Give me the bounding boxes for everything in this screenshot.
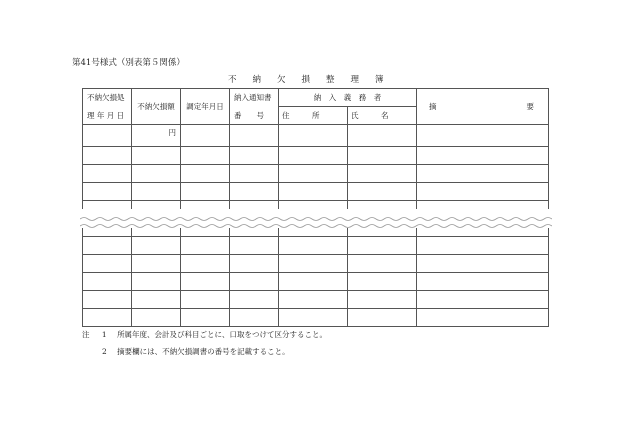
header-remarks-left: 摘	[429, 101, 437, 111]
table-row	[83, 165, 549, 183]
header-write-off-date-line1: 不納欠損処	[87, 92, 125, 102]
note-2	[102, 346, 290, 357]
table-row	[83, 125, 549, 147]
table-row	[83, 309, 549, 327]
note-2-text: 摘要欄には、不納欠損調書の番号を記載すること。	[117, 347, 290, 356]
header-write-off-date	[83, 89, 132, 125]
header-write-off-date-line2: 理 年 月 日	[87, 111, 125, 120]
title-char: 簿	[375, 75, 384, 85]
table-row	[83, 147, 549, 165]
header-payment-notice	[230, 89, 279, 125]
header-name: 氏 名	[348, 107, 417, 125]
header-remarks	[417, 89, 549, 125]
title-char: 整	[326, 75, 335, 85]
title-char: 損	[301, 75, 311, 85]
header-obligor-group: 納 入 義 務 者	[279, 89, 417, 107]
ledger-table-upper	[82, 88, 549, 209]
form-number-label: 第41号様式（別表第５関係）	[72, 58, 185, 68]
table-row	[83, 228, 549, 237]
table-row	[83, 255, 549, 273]
table-break-marker	[80, 215, 552, 229]
header-write-off-amount: 不納欠損額	[132, 89, 181, 125]
title-char: 納	[252, 75, 262, 85]
yen-unit: 円	[132, 125, 181, 147]
table-row	[83, 237, 549, 255]
header-payment-notice-line1: 納入通知書	[234, 92, 272, 102]
note-prefix: 注	[82, 330, 90, 339]
note-1-number: 1	[101, 330, 107, 339]
note-1	[82, 329, 327, 340]
header-remarks-right: 要	[526, 101, 534, 111]
title-char: 不	[228, 75, 237, 85]
title-char: 理	[350, 75, 360, 85]
note-1-text: 所属年度、会計及び科目ごとに、口取をつけて区分すること。	[117, 330, 328, 339]
header-address: 住 所	[279, 107, 348, 125]
table-row	[83, 291, 549, 309]
header-assessment-date: 調定年月日	[181, 89, 230, 125]
table-row	[83, 273, 549, 291]
title-char: 欠	[277, 75, 286, 85]
ledger-title	[228, 73, 400, 85]
table-row	[83, 201, 549, 210]
table-row	[83, 183, 549, 201]
ledger-table-lower	[82, 228, 549, 327]
note-2-number: 2	[102, 347, 107, 356]
header-payment-notice-line2: 番 号	[234, 111, 264, 120]
